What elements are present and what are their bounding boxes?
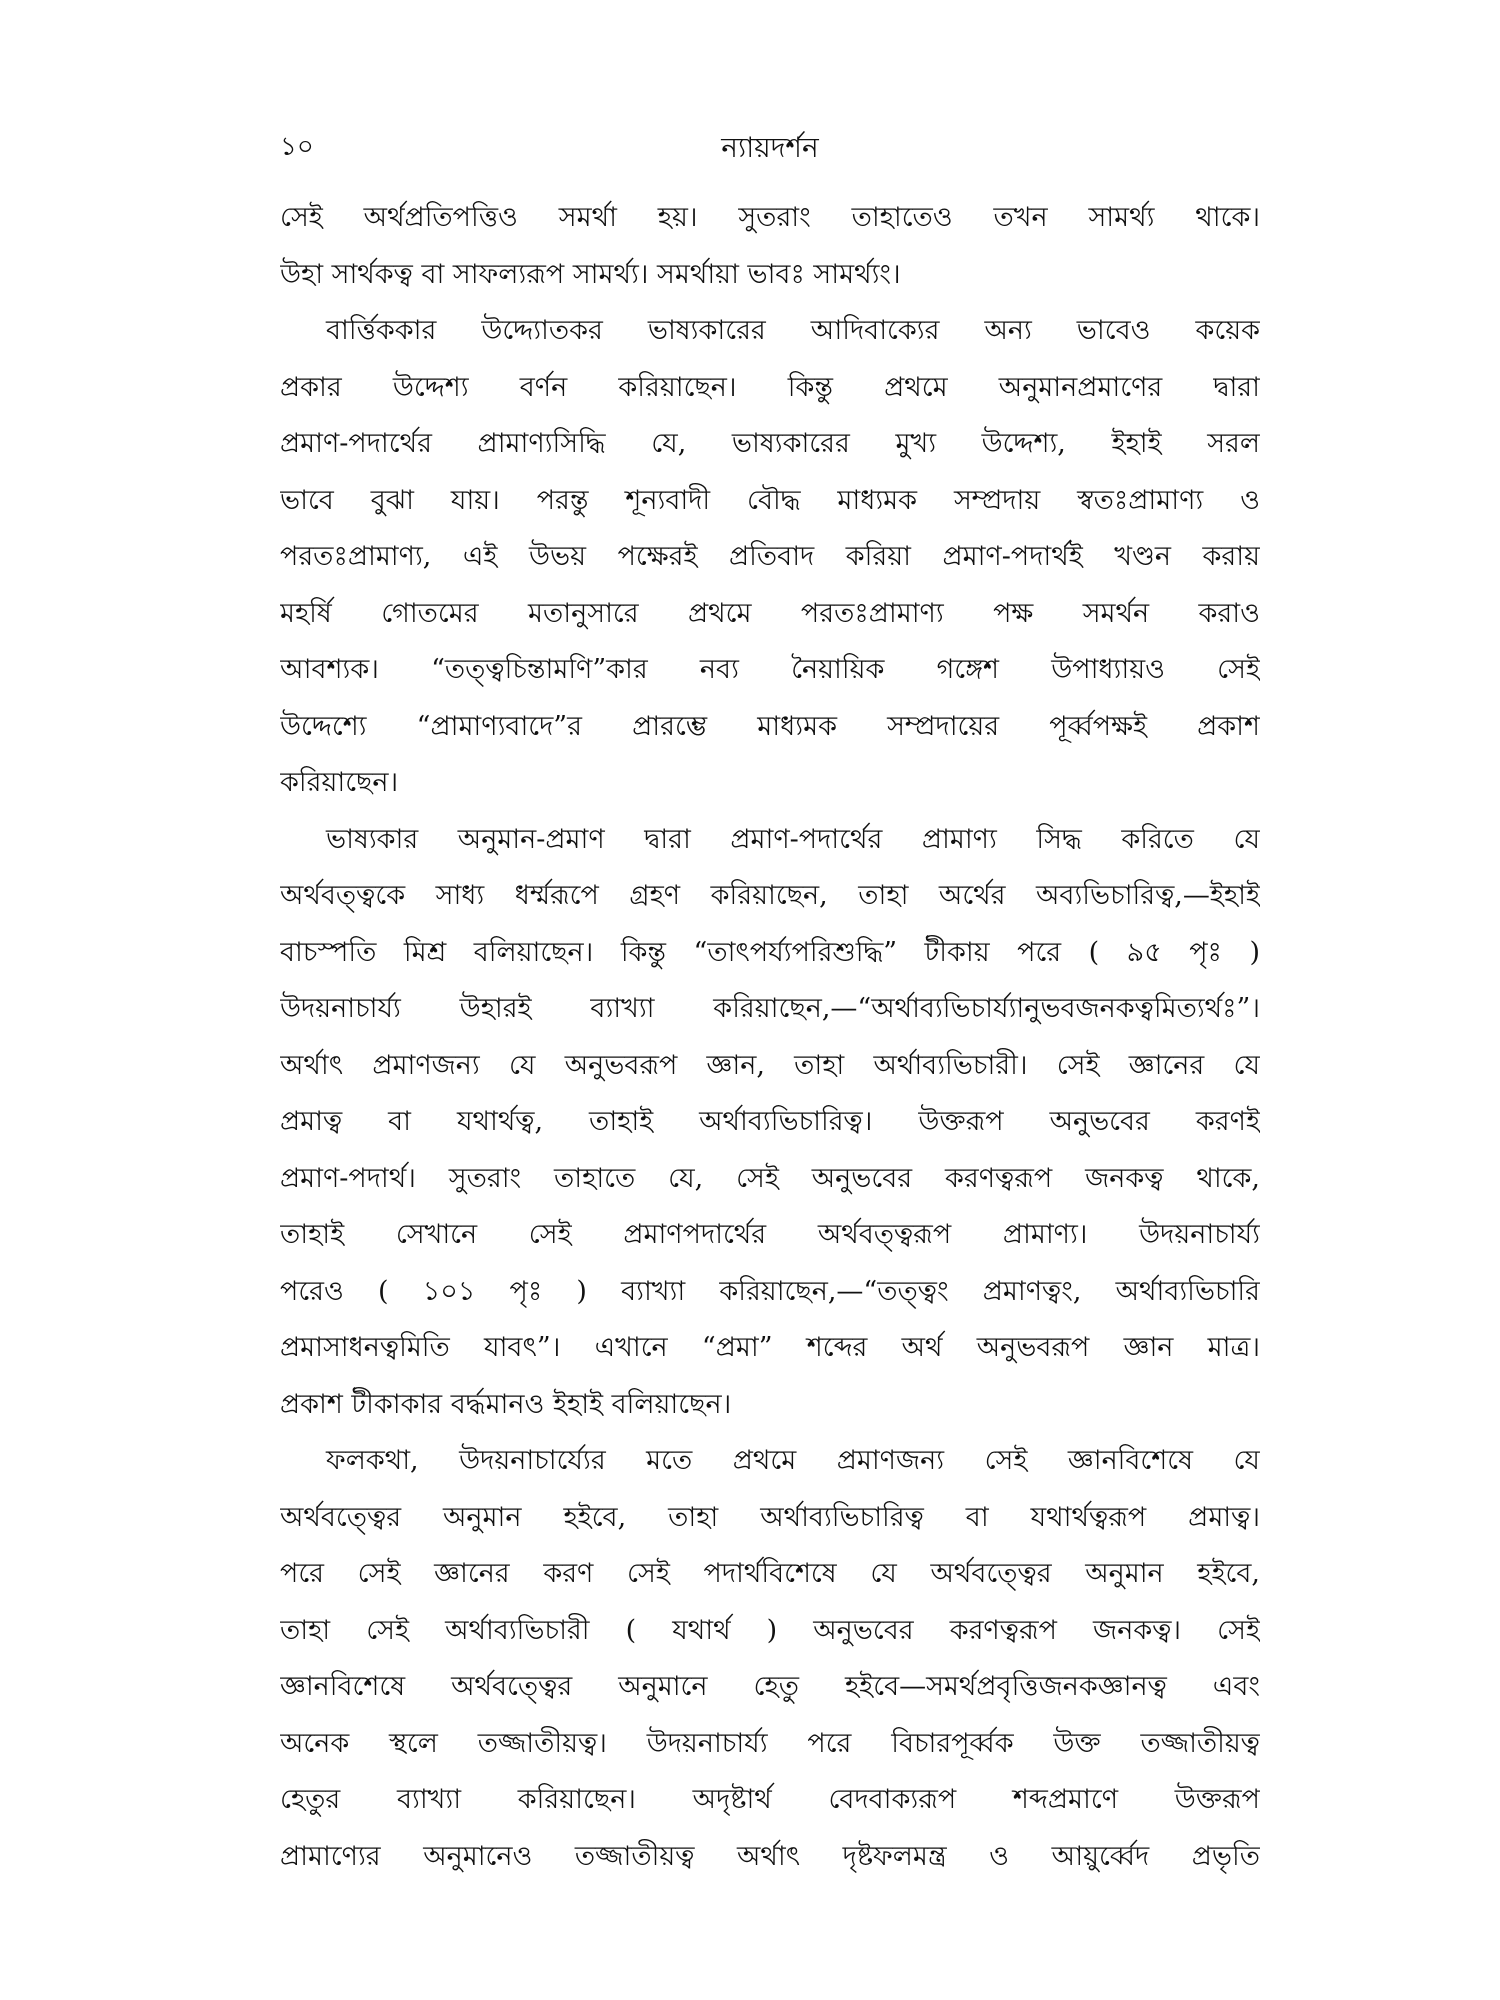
text-line: তাহাই সেখানে সেই প্রমাণপদার্থের অর্থবত্ত্বরূপ প্রামাণ্য। উদয়নাচার্য্য [280,1219,1260,1250]
paragraph-3 [280,812,1260,1434]
paragraph-4 [280,1433,1260,1885]
text-line: হেতুর ব্যাখ্যা করিয়াছেন। অদৃষ্টার্থ বেদবাক্যরূপ শব্দপ্রমাণে উক্তরূপ [280,1784,1260,1815]
text-line: পরতঃপ্রামাণ্য, এই উভয় পক্ষেরই প্রতিবাদ করিয়া প্রমাণ-পদার্থই খণ্ডন করায় [280,541,1260,572]
text-line: তাহা সেই অর্থাব্যভিচারী ( যথার্থ ) অনুভবের করণত্বরূপ জনকত্ব। সেই [280,1614,1260,1646]
text-line: জ্ঞানবিশেষে অর্থবত্ত্বের অনুমানে হেতু হইবে—সমর্থপ্রবৃত্তিজনকজ্ঞানত্ব এবং [280,1671,1260,1702]
text-line: বার্ত্তিককার উদ্দ্যোতকর ভাষ্যকারের আদিবাক্যের অন্য ভাবেও কয়েক [326,315,1260,346]
text-line: প্রমাণ-পদার্থ। সুতরাং তাহাতে যে, সেই অনুভবের করণত্বরূপ জনকত্ব থাকে, [280,1162,1260,1194]
text-line: ভাবে বুঝা যায়। পরন্তু শূন্যবাদী বৌদ্ধ মাধ্যমক সম্প্রদায় স্বতঃপ্রামাণ্য ও [280,484,1260,516]
text-line: ফলকথা, উদয়নাচার্য্যের মতে প্রথমে প্রমাণজন্য সেই জ্ঞানবিশেষে যে [326,1445,1260,1476]
text-line: উদ্দেশ্যে “প্রামাণ্যবাদে”র প্রারম্ভে মাধ্যমক সম্প্রদায়ের পূর্ব্বপক্ষই প্রকাশ [280,710,1260,742]
book-page [280,120,1260,1960]
text-line: অনেক স্থলে তজ্জাতীয়ত্ব। উদয়নাচার্য্য পরে বিচারপূর্ব্বক উক্ত তজ্জাতীয়ত্ব [280,1727,1260,1759]
paragraph-1 [280,190,1260,303]
text-line: পরে সেই জ্ঞানের করণ সেই পদার্থবিশেষে যে অর্থবত্ত্বের অনুমান হইবে, [280,1558,1260,1589]
text-line: করিয়াছেন। [280,767,399,798]
text-line: প্রমাত্ব বা যথার্থত্ব, তাহাই অর্থাব্যভিচারিত্ব। উক্তরূপ অনুভবের করণই [280,1106,1260,1137]
text-line: বাচস্পতি মিশ্র বলিয়াছেন। কিন্তু “তাৎপর্য্যপরিশুদ্ধি” টীকায় পরে ( ৯৫ পৃঃ ) [280,936,1260,968]
text-line: মহর্ষি গোতমের মতানুসারে প্রথমে পরতঃপ্রামাণ্য পক্ষ সমর্থন করাও [280,597,1260,629]
text-line: প্রকাশ টীকাকার বর্দ্ধমানও ইহাই বলিয়াছেন। [280,1388,732,1420]
text-line: উহা সার্থকত্ব বা সাফল্যরূপ সামর্থ্য। সমর্থায়া ভাবঃ সামর্থ্যং। [280,258,901,290]
text-line: প্রামাণ্যের অনুমানেও তজ্জাতীয়ত্ব অর্থাৎ দৃষ্টফলমন্ত্র ও আয়ুর্ব্বেদ প্রভৃতি [280,1840,1260,1872]
text-line: অর্থাৎ প্রমাণজন্য যে অনুভবরূপ জ্ঞান, তাহা অর্থাব্যভিচারী। সেই জ্ঞানের যে [280,1049,1260,1081]
text-line: পরেও ( ১০১ পৃঃ ) ব্যাখ্যা করিয়াছেন,—“তত্ত্বং প্রমাণত্বং, অর্থাব্যভিচারি [280,1275,1260,1307]
text-line: অর্থবত্ত্বকে সাধ্য ধর্ম্মরূপে গ্রহণ করিয়াছেন, তাহা অর্থের অব্যভিচারিত্ব,—ইহাই [280,880,1260,911]
text-line: প্রকার উদ্দেশ্য বর্ণন করিয়াছেন। কিন্তু প্রথমে অনুমানপ্রমাণের দ্বারা [280,371,1260,403]
page-header [280,120,1260,180]
page-number: ১০ [280,132,314,162]
text-line: আবশ্যক। “তত্ত্বচিন্তামণি”কার নব্য নৈয়ায়িক গঙ্গেশ উপাধ্যায়ও সেই [280,654,1260,685]
text-line: অর্থবত্ত্বের অনুমান হইবে, তাহা অর্থাব্যভিচারিত্ব বা যথার্থত্বরূপ প্রমাত্ব। [280,1501,1260,1533]
text-line: সেই অর্থপ্রতিপত্তিও সমর্থা হয়। সুতরাং তাহাতেও তখন সামর্থ্য থাকে। [280,202,1260,233]
text-line: প্রমাসাধনত্বমিতি যাবৎ”। এখানে “প্রমা” শব্দের অর্থ অনুভবরূপ জ্ঞান মাত্র। [280,1332,1260,1363]
running-title: ন্যায়দর্শন [721,131,819,164]
text-line: প্রমাণ-পদার্থের প্রামাণ্যসিদ্ধি যে, ভাষ্যকারের মুখ্য উদ্দেশ্য, ইহাই সরল [280,428,1260,459]
text-line: উদয়নাচার্য্য উহারই ব্যাখ্যা করিয়াছেন,—“অর্থাব্যভিচার্য্যানুভবজনকত্বমিত্যর্থঃ”। [280,993,1260,1024]
text-line: ভাষ্যকার অনুমান-প্রমাণ দ্বারা প্রমাণ-পদার্থের প্রামাণ্য সিদ্ধ করিতে যে [326,823,1260,855]
paragraph-2 [280,303,1260,812]
